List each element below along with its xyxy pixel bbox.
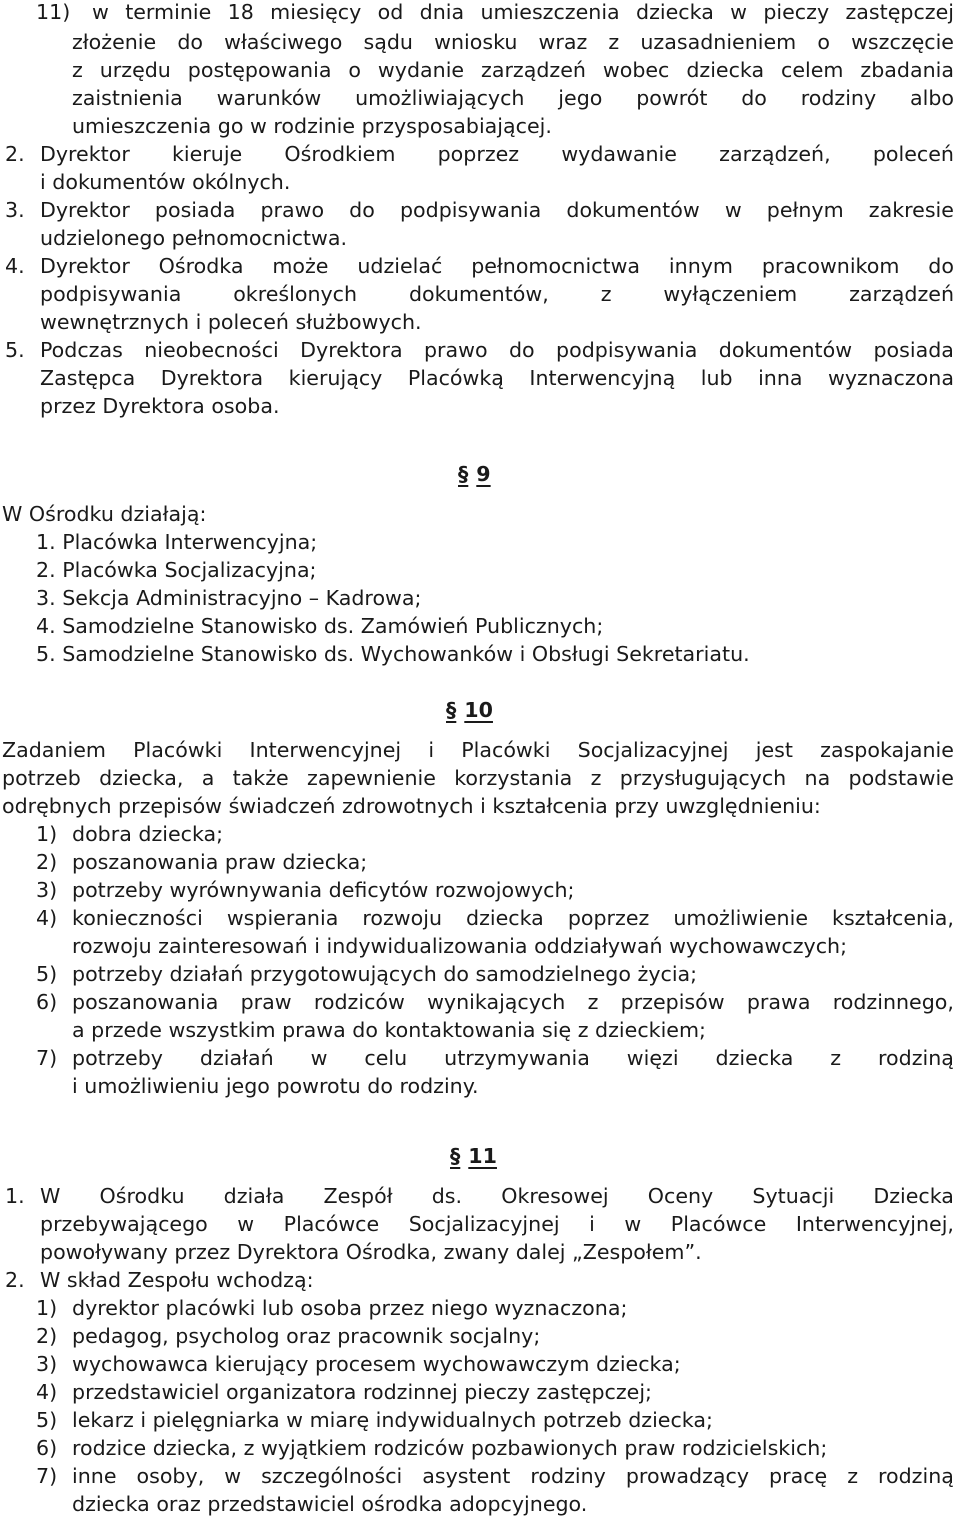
word: i — [428, 738, 435, 762]
word: wobec — [602, 58, 670, 82]
word: na — [804, 766, 831, 790]
word: kieruje — [171, 142, 243, 166]
list-item: lekarz i pielęgniarka w miarę indywidualnych potrzeb dziecka; — [72, 1408, 713, 1432]
word: Dyrektora — [300, 338, 403, 362]
list-item-line — [72, 1048, 954, 1069]
word: Placówką — [407, 366, 504, 390]
word: albo — [909, 86, 954, 110]
word: nieobecności — [144, 338, 279, 362]
word: prawo — [260, 198, 325, 222]
word: zbadania — [860, 58, 954, 82]
word: W — [40, 1184, 61, 1208]
word: asystent — [422, 1464, 511, 1488]
section-sign: § — [458, 462, 469, 486]
word: dokumentów — [566, 198, 700, 222]
word: ds. — [431, 1184, 463, 1208]
list-item: poszanowania praw dziecka; — [72, 850, 368, 874]
word: Socjalizacyjnej — [408, 1212, 560, 1236]
word: Interwencyjnej, — [795, 1212, 954, 1236]
word: postępowania — [187, 58, 332, 82]
word: podpisywania — [399, 198, 542, 222]
word: dziecka — [715, 1046, 794, 1070]
word: w — [730, 0, 747, 24]
paragraph-line: odrębnych przepisów świadczeń zdrowotnych i kształcenia przy uwzględnieniu: — [2, 794, 821, 818]
word: wyłączeniem — [663, 282, 798, 306]
list-item: 2. Placówka Socjalizacyjna; — [36, 558, 317, 582]
word: uzasadnieniem — [640, 30, 797, 54]
word: umieszczenia — [480, 0, 620, 24]
word: Oceny — [647, 1184, 714, 1208]
word: do — [177, 30, 203, 54]
list-number: 7) — [36, 1464, 58, 1488]
word: dokumentów — [718, 338, 853, 362]
paragraph-number: 5. — [5, 338, 25, 362]
word: 18 — [227, 0, 254, 24]
word: Interwencyjną — [529, 366, 676, 390]
word: osoby, — [136, 1464, 205, 1488]
paragraph-line — [92, 2, 954, 23]
word: zarządzeń — [849, 282, 954, 306]
word: Ośrodku — [99, 1184, 185, 1208]
word: Dziecka — [873, 1184, 954, 1208]
word: pełnomocnictwa — [471, 254, 641, 278]
word: miesięcy — [270, 0, 362, 24]
word: Sytuacji — [752, 1184, 835, 1208]
word: Interwencyjnej — [249, 738, 402, 762]
list-number: 1) — [36, 1296, 58, 1320]
word: pracę — [769, 1464, 828, 1488]
list-number: 4) — [36, 906, 58, 930]
list-item: potrzeby wyrównywania deficytów rozwojowych; — [72, 878, 575, 902]
paragraph-line — [40, 284, 954, 305]
word: Placówki — [133, 738, 223, 762]
section-number: 11 — [468, 1144, 497, 1168]
word: przysługujących — [619, 766, 787, 790]
list-number: 5) — [36, 962, 58, 986]
word: Placówce — [670, 1212, 767, 1236]
paragraph-line: i dokumentów okólnych. — [40, 170, 291, 194]
word: do — [508, 338, 535, 362]
paragraph-line — [40, 200, 954, 221]
word: jest — [755, 738, 793, 762]
word: rodziny — [530, 1464, 606, 1488]
section-heading — [446, 700, 493, 721]
word: wszczęcie — [851, 30, 954, 54]
list-number: 2) — [36, 850, 58, 874]
paragraph-line — [40, 1214, 954, 1235]
word: rodzinnego, — [832, 990, 954, 1014]
word: warunków — [216, 86, 322, 110]
word: działań — [199, 1046, 274, 1070]
word: zaistnienia — [72, 86, 183, 110]
list-item-line: a przede wszystkim prawa do kontaktowania się z dzieckiem; — [72, 1018, 706, 1042]
list-item: 5. Samodzielne Stanowisko ds. Wychowanków i Obsługi Sekretariatu. — [36, 642, 750, 666]
section-intro: W Ośrodku działają: — [2, 502, 207, 526]
list-item-line: i umożliwieniu jego powrotu do rodziny. — [72, 1074, 479, 1098]
word: w — [92, 0, 109, 24]
section-heading — [458, 464, 491, 485]
word: rodziną — [878, 1046, 954, 1070]
list-item: rodzice dziecka, z wyjątkiem rodziców pozbawionych praw rodzicielskich; — [72, 1436, 828, 1460]
word: a — [201, 766, 215, 790]
word: wniosku — [434, 30, 518, 54]
word: utrzymywania — [444, 1046, 590, 1070]
list-item: 4. Samodzielne Stanowisko ds. Zamówień Publicznych; — [36, 614, 604, 638]
word: do — [741, 86, 767, 110]
list-number: 1) — [36, 822, 58, 846]
word: podstawie — [848, 766, 954, 790]
paragraph-line — [40, 144, 954, 165]
list-item: pedagog, psycholog oraz pracownik socjalny; — [72, 1324, 541, 1348]
word: pracownikom — [761, 254, 900, 278]
word: rodziców — [313, 990, 405, 1014]
word: Zastępca — [40, 366, 136, 390]
word: sądu — [363, 30, 413, 54]
word: Zadaniem — [2, 738, 106, 762]
word: o — [817, 30, 830, 54]
word: przepisów — [620, 990, 725, 1014]
word: prowadzący — [625, 1464, 750, 1488]
word: z — [590, 766, 602, 790]
word: Dyrektor — [40, 142, 130, 166]
word: zarządzeń — [481, 58, 586, 82]
list-item: dyrektor placówki lub osoba przez niego wyznaczona; — [72, 1296, 628, 1320]
word: Okresowej — [501, 1184, 609, 1208]
word: poprzez — [567, 906, 650, 930]
word: Zespół — [323, 1184, 393, 1208]
word: z — [847, 1464, 858, 1488]
word: podpisywania — [40, 282, 182, 306]
word: Dyrektor — [40, 198, 130, 222]
word: lub — [700, 366, 733, 390]
list-number: 2) — [36, 1324, 58, 1348]
list-number: 3) — [36, 878, 58, 902]
list-number: 4) — [36, 1380, 58, 1404]
word: pełnym — [766, 198, 844, 222]
word: wydanie — [377, 58, 465, 82]
list-number: 6) — [36, 1436, 58, 1460]
list-item-line: rozwoju zainteresowań i indywidualizowania oddziaływań wychowawczych; — [72, 934, 848, 958]
paragraph-number: 4. — [5, 254, 25, 278]
word: złożenie — [72, 30, 157, 54]
list-item: dobra dziecka; — [72, 822, 224, 846]
word: posiada — [154, 198, 236, 222]
word: w — [724, 198, 742, 222]
word: udzielać — [357, 254, 443, 278]
word: Placówki — [461, 738, 551, 762]
section-sign: § — [450, 1144, 461, 1168]
word: kierujący — [288, 366, 383, 390]
list-item: przedstawiciel organizatora rodzinnej pieczy zastępczej; — [72, 1380, 652, 1404]
paragraph-number: 1. — [5, 1184, 25, 1208]
paragraph-line — [40, 368, 954, 389]
list-item-line — [72, 1466, 954, 1487]
word: rozwoju — [362, 906, 442, 930]
list-number: 5) — [36, 1408, 58, 1432]
word: Dyrektor — [40, 254, 130, 278]
word: z — [600, 282, 612, 306]
paragraph-line: umieszczenia go w rodzinie przysposabiającej. — [72, 114, 552, 138]
list-item: wychowawca kierujący procesem wychowawczym dziecka; — [72, 1352, 681, 1376]
word: więzi — [626, 1046, 679, 1070]
word: z — [587, 990, 599, 1014]
word: Socjalizacyjnej — [577, 738, 729, 762]
word: wyznaczona — [828, 366, 954, 390]
word: dziecka — [636, 0, 714, 24]
word: zapewnienie — [307, 766, 436, 790]
word: terminie — [125, 0, 212, 24]
section-sign: § — [446, 698, 457, 722]
word: wraz — [538, 30, 588, 54]
word: wynikających — [427, 990, 566, 1014]
word: inna — [758, 366, 803, 390]
word: z — [830, 1046, 842, 1070]
word: w — [237, 1212, 255, 1236]
word: posiada — [873, 338, 954, 362]
list-item-line: dziecka oraz przedstawiciel ośrodka adopcyjnego. — [72, 1492, 588, 1516]
section-number: 10 — [464, 698, 493, 722]
word: dziecka, — [99, 766, 184, 790]
word: umożliwienie — [673, 906, 808, 930]
word: umożliwiających — [355, 86, 525, 110]
paragraph-line: przez Dyrektora osoba. — [40, 394, 280, 418]
list-number: 6) — [36, 990, 58, 1014]
word: do — [349, 198, 375, 222]
paragraph-line — [72, 32, 954, 53]
word: w — [624, 1212, 642, 1236]
paragraph-line: powoływany przez Dyrektora Ośrodka, zwany dalej „Zespołem”. — [40, 1240, 702, 1264]
word: jego — [558, 86, 603, 110]
word: o — [348, 58, 361, 82]
word: Ośrodka — [158, 254, 244, 278]
word: celu — [364, 1046, 408, 1070]
word: właściwego — [224, 30, 343, 54]
word: Dyrektora — [160, 366, 264, 390]
word: urzędu — [99, 58, 171, 82]
paragraph-line: udzielonego pełnomocnictwa. — [40, 226, 347, 250]
word: inne — [72, 1464, 117, 1488]
word: także — [232, 766, 289, 790]
word: rodziny — [800, 86, 877, 110]
word: pieczy — [763, 0, 830, 24]
word: w — [310, 1046, 328, 1070]
word: dziecka — [686, 58, 765, 82]
word: Podczas — [40, 338, 123, 362]
list-number: 7) — [36, 1046, 58, 1070]
word: zarządzeń, — [719, 142, 831, 166]
word: potrzeb — [2, 766, 81, 790]
section-heading — [450, 1146, 497, 1167]
word: działa — [223, 1184, 285, 1208]
paragraph-line — [72, 60, 954, 81]
word: podpisywania — [556, 338, 698, 362]
word: konieczności — [72, 906, 203, 930]
word: dnia — [419, 0, 465, 24]
word: poprzez — [437, 142, 520, 166]
paragraph-line — [72, 88, 954, 109]
word: poleceń — [872, 142, 954, 166]
word: dokumentów, — [408, 282, 549, 306]
paragraph-line: W skład Zespołu wchodzą: — [40, 1268, 314, 1292]
word: Placówce — [283, 1212, 380, 1236]
word: może — [272, 254, 329, 278]
list-item-line — [72, 992, 954, 1013]
paragraph-line — [2, 768, 954, 789]
word: rodziną — [878, 1464, 954, 1488]
word: korzystania — [454, 766, 573, 790]
word: w — [224, 1464, 242, 1488]
word: od — [377, 0, 404, 24]
word: celem — [781, 58, 844, 82]
paragraph-line: wewnętrznych i poleceń służbowych. — [40, 310, 422, 334]
word: praw — [240, 990, 292, 1014]
word: zaspokajanie — [820, 738, 954, 762]
list-number: 11) — [36, 0, 71, 24]
word: określonych — [233, 282, 358, 306]
paragraph-number: 3. — [5, 198, 25, 222]
word: dziecka — [466, 906, 544, 930]
paragraph-line — [40, 1186, 954, 1207]
paragraph-line — [40, 340, 954, 361]
section-number: 9 — [476, 462, 491, 486]
list-number: 3) — [36, 1352, 58, 1376]
list-item: 1. Placówka Interwencyjna; — [36, 530, 318, 554]
list-item-line — [72, 908, 954, 929]
list-item: potrzeby działań przygotowujących do samodzielnego życia; — [72, 962, 698, 986]
word: innym — [668, 254, 733, 278]
paragraph-line — [40, 256, 954, 277]
word: powrót — [636, 86, 708, 110]
word: wydawanie — [561, 142, 677, 166]
word: z — [608, 30, 620, 54]
paragraph-line — [2, 740, 954, 761]
word: zastępczej — [845, 0, 954, 24]
word: kształcenia, — [832, 906, 954, 930]
word: potrzeby — [72, 1046, 163, 1070]
word: Ośrodkiem — [284, 142, 396, 166]
word: wspierania — [226, 906, 339, 930]
paragraph-number: 2. — [5, 142, 25, 166]
word: szczególności — [261, 1464, 403, 1488]
word: poszanowania — [72, 990, 219, 1014]
word: prawo — [423, 338, 488, 362]
word: przebywającego — [40, 1212, 208, 1236]
word: do — [928, 254, 954, 278]
word: prawa — [746, 990, 811, 1014]
word: zakresie — [868, 198, 954, 222]
list-item: 3. Sekcja Administracyjno – Kadrowa; — [36, 586, 422, 610]
word: z — [72, 58, 83, 82]
paragraph-number: 2. — [5, 1268, 25, 1292]
word: i — [589, 1212, 595, 1236]
